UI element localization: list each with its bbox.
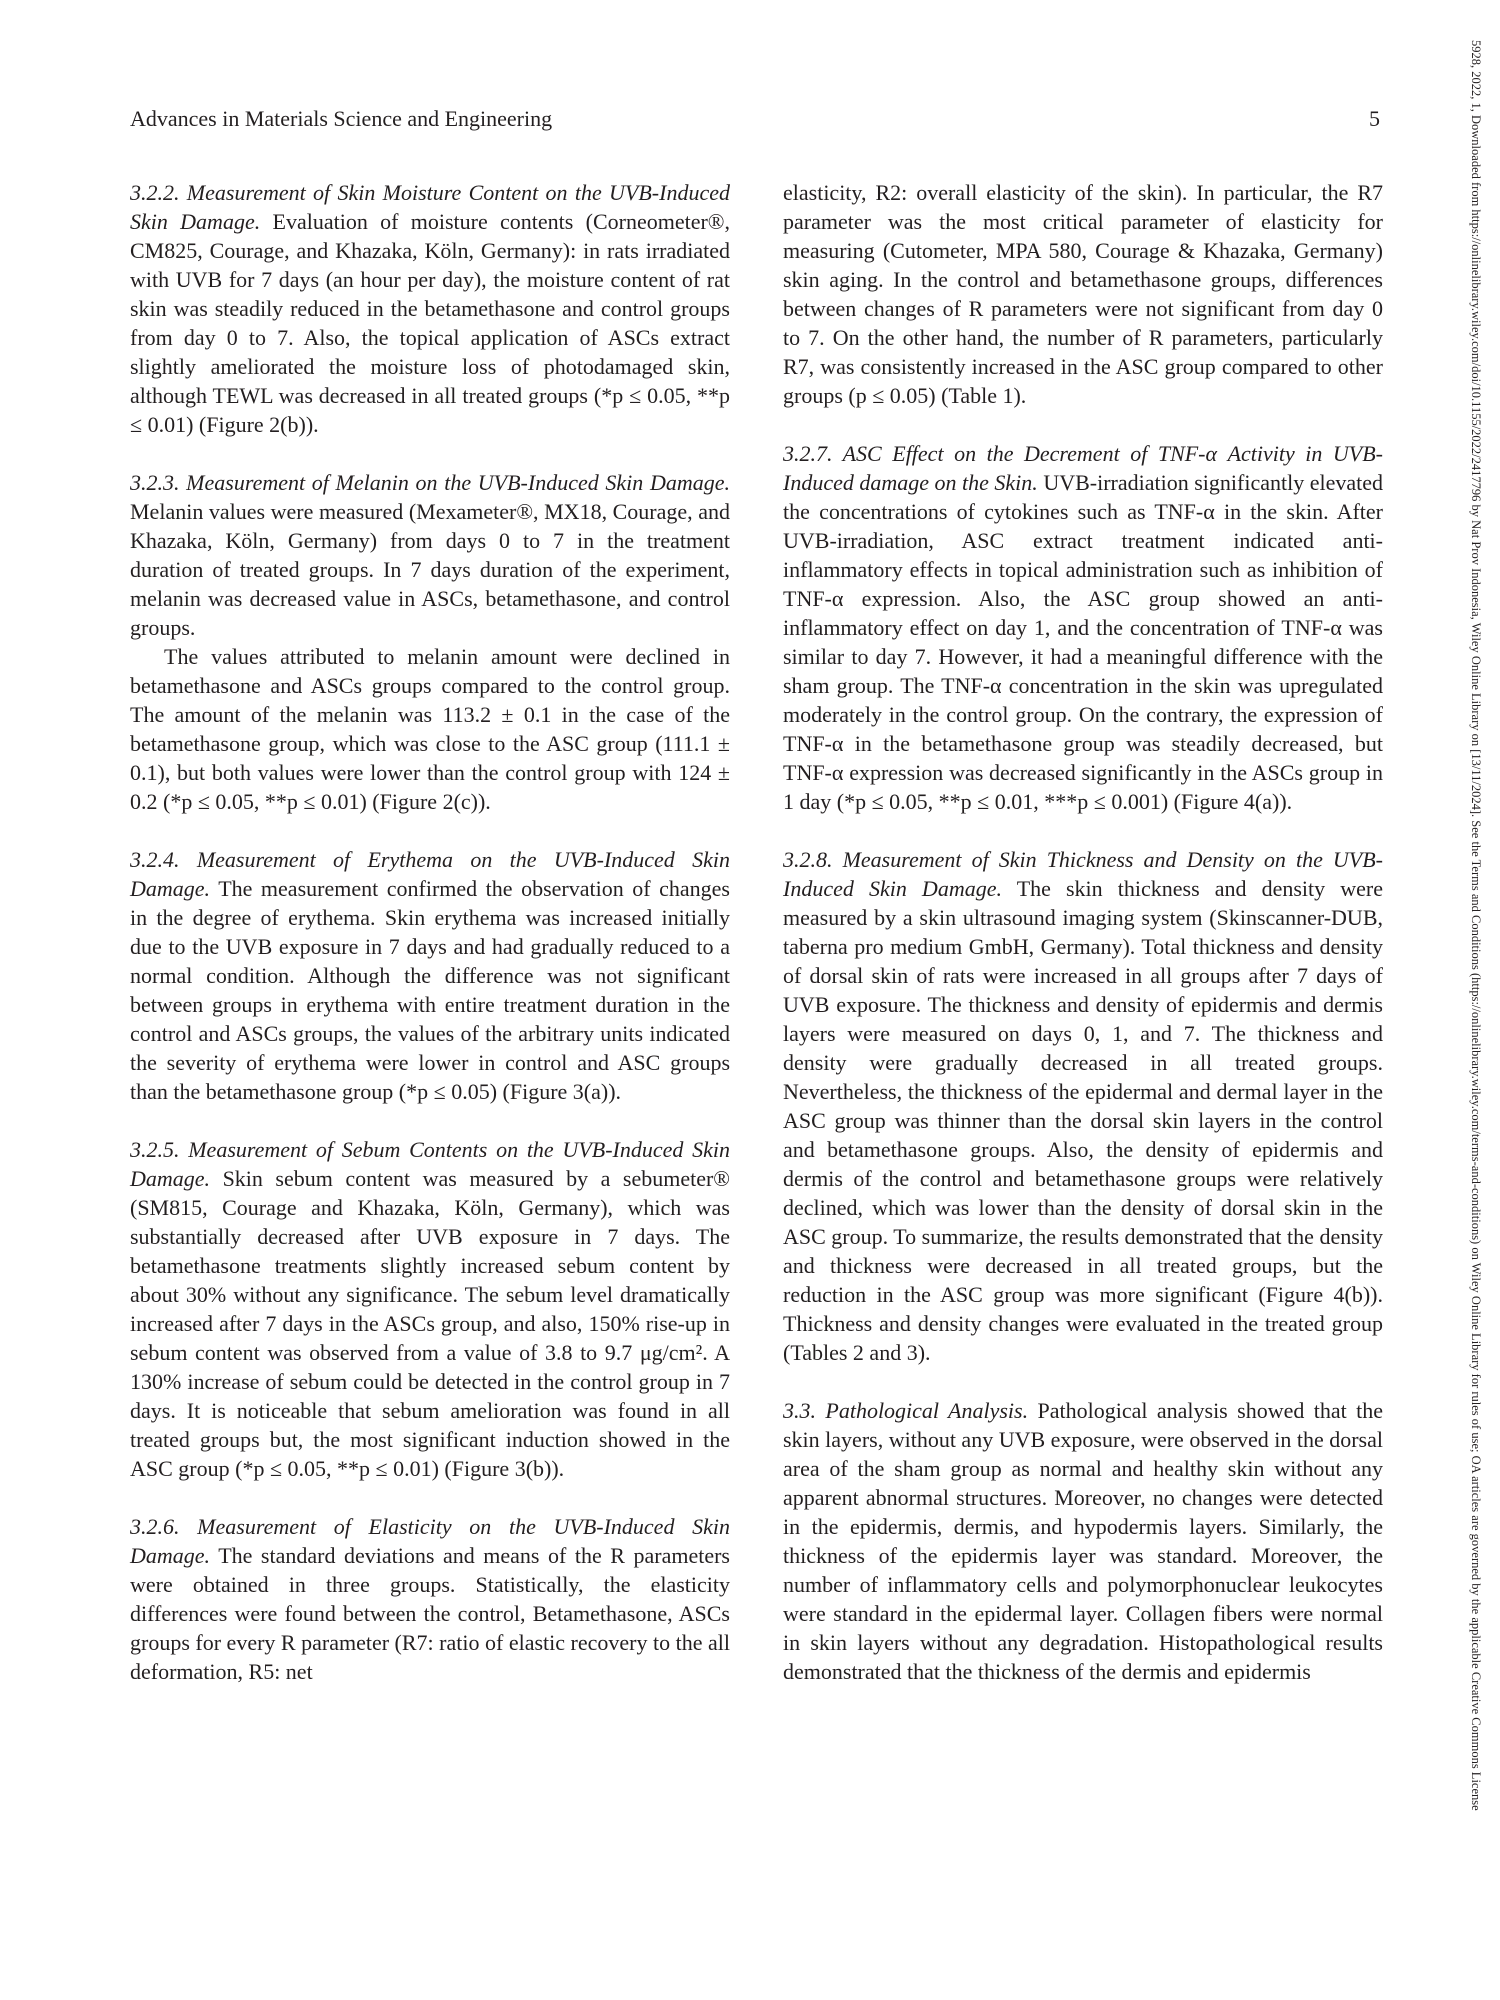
section-body: Evaluation of moisture contents (Corneometer®, CM825, Courage, and Khazaka, Köln, Germany): in rats irradiated with UVB for 7 days (an hour per day), the moisture content of rat skin was steadily reduced in the betamethasone and control groups from day 0 to 7. Also, the topical application of ASCs extract slightly ameliorated the moisture loss of photodamaged skin, although TEWL was decreased in all treated groups (*p ≤ 0.05, **p ≤ 0.01) (Figure 2(b)). (130, 209, 731, 437)
section-heading: 3.2.7. ASC Effect on the Decrement of TNF-α Activity in UVB-Induced damage on the Skin. (783, 441, 1383, 495)
section-heading: 3.2.2. Measurement of Skin Moisture Content on the UVB-Induced Skin Damage. (130, 180, 730, 234)
section-body: Skin sebum content was measured by a sebumeter® (SM815, Courage and Khazaka, Köln, Germany), which was substantially decreased after UVB exposure in 7 days. The betamethasone treatments slightly increased sebum content by about 30% without any significance. The sebum level dramatically increased after 7 days in the ASCs group, and also, 150% rise-up in sebum content was observed from a value of 3.8 to 9.7 μg/cm². A 130% increase of sebum could be detected in the control group in 7 days. It is noticeable that sebum amelioration was found in all treated groups but, the most significant induction showed in the ASC group (*p ≤ 0.05, **p ≤ 0.01) (Figure 3(b)). (130, 1166, 731, 1481)
section-3-2-4 (130, 845, 730, 1106)
download-notice[interactable]: 5928, 2022, 1, Downloaded from https://onlinelibrary.wiley.com/doi/10.1155/2022/2417796 by Nat Prov Indonesia, Wiley Online Library on [13/11/2024]. See the Terms and Conditions (https://onlinelibrary.wiley.com/terms-and-conditions) on Wiley Online Library for rules of use; OA articles are governed by the applicable Creative Commons License (1469, 40, 1483, 1811)
page-number: 5 (1369, 106, 1380, 131)
section-body: Melanin values were measured (Mexameter®, MX18, Courage, and Khazaka, Köln, Germany) from days 0 to 7 in the treatment duration of treated groups. In 7 days duration of the experiment, melanin was decreased value in ASCs, betamethasone, and control groups. (130, 499, 730, 640)
journal-title: Advances in Materials Science and Engineering (130, 106, 553, 131)
section-body: The skin thickness and density were measured by a skin ultrasound imaging system (Skinscanner-DUB, taberna pro medium GmbH, Germany). Total thickness and density of dorsal skin of rats were increased in all groups after 7 days of UVB exposure. The thickness and density of epidermis and dermis layers were measured on days 0, 1, and 7. The thickness and density were gradually decreased in all treated groups. Nevertheless, the thickness of the epidermal and dermal layer in the ASC group was thinner than the dorsal skin layers in the control and betamethasone groups. Also, the density of epidermis and dermis of the control and betamethasone groups were relatively declined, which was lower than the density of dorsal skin in the ASC group. To summarize, the results demonstrated that the density and thickness were decreased in all treated groups, but the reduction in the ASC group was more significant (Figure 4(b)). Thickness and density changes were evaluated in the treated group (Tables 2 and 3). (783, 876, 1383, 1365)
paragraph: The values attributed to melanin amount were declined in betamethasone and ASCs groups compared to the control group. The amount of the melanin was 113.2 ± 0.1 in the case of the betamethasone group, which was close to the ASC group (111.1 ± 0.1), but both values were lower than the control group with 124 ± 0.2 (*p ≤ 0.05, **p ≤ 0.01) (Figure 2(c)). (130, 644, 730, 814)
download-sidebar (1469, 40, 1494, 1970)
section-heading: 3.2.4. Measurement of Erythema on the UVB-Induced Skin Damage. (130, 847, 730, 901)
section-body: The standard deviations and means of the R parameters were obtained in three groups. Statistically, the elasticity differences were found between the control, Betamethasone, ASCs groups for every R parameter (R7: ratio of elastic recovery to the all deformation, R5: net (130, 1543, 730, 1684)
section-body: Pathological analysis showed that the skin layers, without any UVB exposure, were observed in the dorsal area of the sham group as normal and healthy skin without any apparent abnormal structures. Moreover, no changes were detected in the epidermis, dermis, and hypodermis layers. Similarly, the thickness of the epidermis layer was standard. Moreover, the number of inflammatory cells and polymorphonuclear leukocytes were standard in the epidermal layer. Collagen fibers were normal in skin layers without any degradation. Histopathological results demonstrated that the thickness of the dermis and epidermis (783, 1398, 1384, 1684)
section-body: UVB-irradiation significantly elevated the concentrations of cytokines such as TNF-α in the skin. After UVB-irradiation, ASC extract treatment indicated anti-inflammatory effects in topical administration such as inhibition of TNF-α expression. Also, the ASC group showed an anti-inflammatory effect on day 1, and the concentration of TNF-α was similar to day 7. However, it had a meaningful difference with the sham group. The TNF-α concentration in the skin was upregulated moderately in the control group. On the contrary, the expression of TNF-α in the betamethasone group was steadily decreased, but TNF-α expression was decreased significantly in the ASCs group in 1 day (*p ≤ 0.05, **p ≤ 0.01, ***p ≤ 0.001) (Figure 4(a)). (783, 470, 1384, 814)
section-3-2-3 (130, 468, 730, 642)
section-3-2-5 (130, 1135, 730, 1483)
section-3-2-2 (130, 178, 730, 439)
paragraph: elasticity, R2: overall elasticity of the skin). In particular, the R7 parameter was the most critical parameter of elasticity for measuring (Cutometer, MPA 580, Courage & Khazaka, Germany) skin aging. In the control and betamethasone groups, differences between changes of R parameters were not significant from day 0 to 7. On the other hand, the number of R parameters, particularly R7, was consistently increased in the ASC group compared to other groups (p ≤ 0.05) (Table 1). (783, 180, 1383, 408)
right-column (783, 178, 1383, 1686)
section-3-2-6 (130, 1512, 730, 1686)
section-heading: 3.2.3. Measurement of Melanin on the UVB-Induced Skin Damage. (130, 470, 730, 495)
left-column (130, 178, 730, 1686)
section-3-3 (783, 1396, 1383, 1686)
section-heading: 3.3. Pathological Analysis. (783, 1398, 1029, 1423)
page-header (130, 106, 1380, 136)
section-heading: 3.2.8. Measurement of Skin Thickness and Density on the UVB-Induced Skin Damage. (783, 847, 1383, 901)
section-3-2-7 (783, 439, 1383, 816)
section-3-2-8 (783, 845, 1383, 1367)
section-heading: 3.2.6. Measurement of Elasticity on the UVB-Induced Skin Damage. (130, 1514, 730, 1568)
section-body: The measurement confirmed the observation of changes in the degree of erythema. Skin erythema was increased initially due to the UVB exposure in 7 days and had gradually reduced to a normal condition. Although the difference was not significant between groups in erythema with entire treatment duration in the control and ASCs groups, the values of the arbitrary units indicated the severity of erythema were lower in control and ASC groups than the betamethasone group (*p ≤ 0.05) (Figure 3(a)). (130, 876, 730, 1104)
section-heading: 3.2.5. Measurement of Sebum Contents on the UVB-Induced Skin Damage. (130, 1137, 730, 1191)
